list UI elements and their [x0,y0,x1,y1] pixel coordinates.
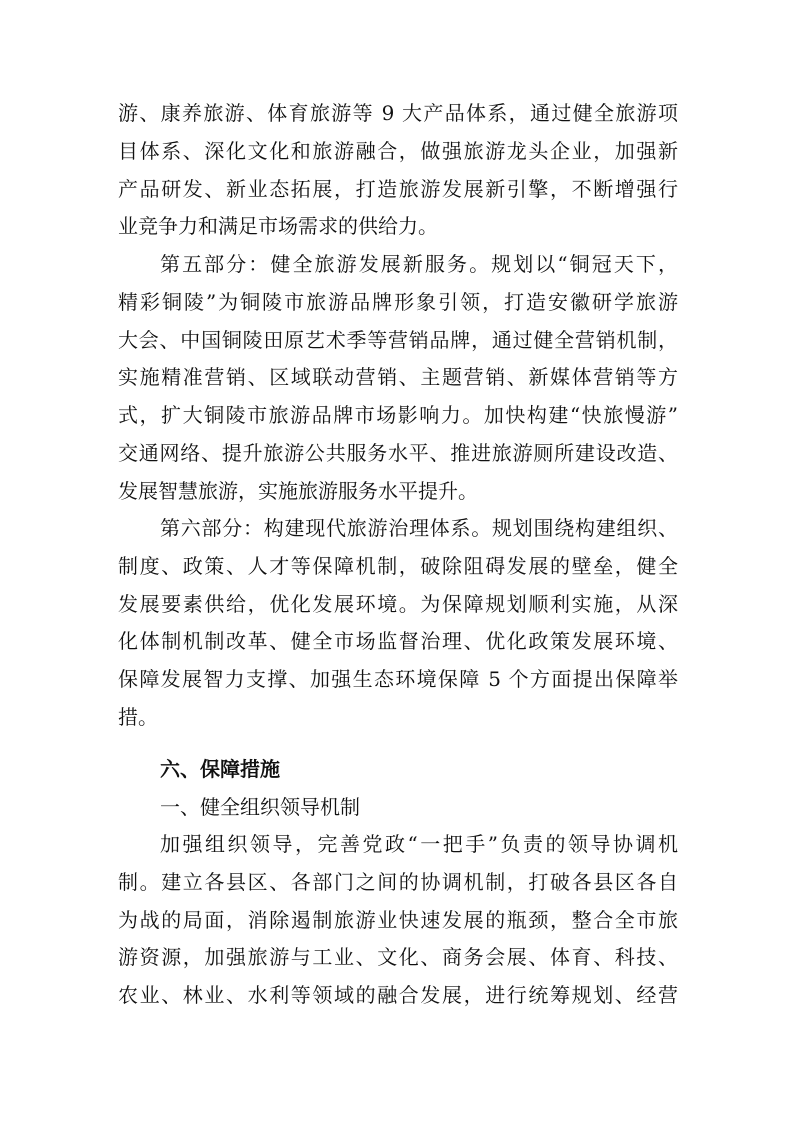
text-line: 发展智慧旅游，实施旅游服务水平提升。 [118,478,478,503]
text-line: 农业、林业、水利等领域的融合发展，进行统筹规划、经营 [118,983,678,1008]
text-line: 产品研发、新业态拓展，打造旅游发展新引擎，不断增强行 [118,176,678,201]
text-line: 为战的局面，消除遏制旅游业快速发展的瓶颈，整合全市旅 [118,907,678,932]
text-line: 制。建立各县区、各部门之间的协调机制，打破各县区各自 [118,869,678,894]
text-line: 保障发展智力支撑、加强生态环境保障 5 个方面提出保障举 [118,667,678,692]
text-line: 加强组织领导，完善党政“一把手”负责的领导协调机 [160,832,678,856]
text-line: 实施精准营销、区域联动营销、主题营销、新媒体营销等方 [118,365,678,390]
text-line: 第六部分：构建现代旅游治理体系。规划围绕构建组织、 [160,516,678,540]
text-line: 式，扩大铜陵市旅游品牌市场影响力。加快构建“快旅慢游” [118,403,678,428]
text-line: 游、康养旅游、体育旅游等 9 大产品体系，通过健全旅游项 [118,101,678,125]
text-line: 化体制机制改革、健全市场监督治理、优化政策发展环境、 [118,629,678,654]
text-line: 制度、政策、人才等保障机制，破除阻碍发展的壁垒，健全 [118,553,678,578]
paragraph-part-six [118,510,678,737]
text-line: 第五部分：健全旅游发展新服务。规划以“铜冠天下， [160,252,678,276]
text-line: 精彩铜陵”为铜陵市旅游品牌形象引领，打造安徽研学旅游 [118,289,678,314]
text-line: 游资源，加强旅游与工业、文化、商务会展、体育、科技、 [118,945,678,970]
text-line: 目体系、深化文化和旅游融合，做强旅游龙头企业，加强新 [118,138,678,163]
text-line: 业竞争力和满足市场需求的供给力。 [118,214,438,239]
text-line: 发展要素供给，优化发展环境。为保障规划顺利实施，从深 [118,591,678,616]
section-heading: 六、保障措施 [160,757,280,781]
text-line: 措。 [118,704,158,729]
subsection-heading: 一、健全组织领导机制 [160,795,360,819]
text-line: 交通网络、提升旅游公共服务水平、推进旅游厕所建设改造、 [118,440,678,465]
paragraph-part-five [118,246,678,511]
paragraph-organization-leadership [118,826,678,1015]
text-line: 大会、中国铜陵田原艺术季等营销品牌，通过健全营销机制， [118,327,678,352]
paragraph-product-system [118,95,678,246]
